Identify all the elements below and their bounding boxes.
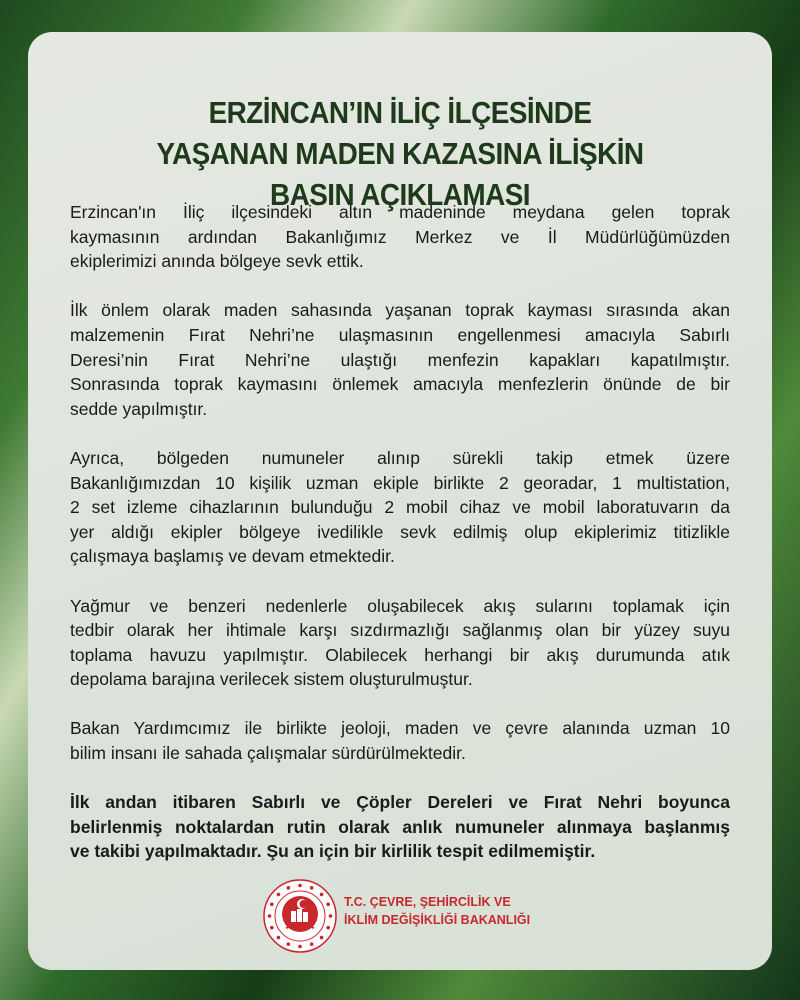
star-icon (326, 903, 330, 907)
title-line: BASIN AÇIKLAMASI (269, 177, 531, 212)
star-icon (310, 886, 314, 890)
paragraph (70, 446, 730, 569)
star-icon (287, 886, 291, 890)
paragraph-line: Bakanlığımızdan 10 kişilik uzman ekiple birlikte 2 georadar, 1 multistation, (70, 472, 730, 493)
star-icon (270, 926, 274, 930)
paragraph-line: Bakan Yardımcımız ile birlikte jeoloji, maden ve çevre alanında uzman 10 (70, 718, 730, 739)
ministry-name (344, 893, 530, 929)
paragraph-line: İlk önlem olarak maden sahasında yaşanan toprak kayması sırasında akan (70, 300, 730, 321)
paragraph-line: yer aldığı ekipler bölgeye ivedilikle sevk edilmiş olup ekiplerimiz titizlikle (70, 521, 730, 542)
paragraph-line: ekiplerimizi anında bölgeye sevk ettik. (70, 251, 364, 272)
star-icon (298, 945, 302, 949)
title-line: ERZİNCAN’IN İLİÇ İLÇESİNDE (208, 95, 592, 130)
paragraph-line: çalışmaya başlamış ve devam etmektedir. (70, 546, 395, 567)
ministry-name-line: İKLİM DEĞİŞİKLİĞİ BAKANLIĞI (344, 913, 531, 927)
paragraph-line: tedbir olarak her ihtimale karşı sızdırmazlığı sağlanmış olan bir yüzey suyu (70, 620, 730, 641)
paragraph-line: Sonrasında toprak kaymasını önlemek amacıyla menfezlerin önünde de bir (70, 374, 730, 395)
paragraph-line: İlk andan itibaren Sabırlı ve Çöpler Dereleri ve Fırat Nehri boyunca (70, 792, 730, 813)
paragraph (70, 200, 730, 274)
star-icon (320, 893, 324, 897)
ministry-logo-icon (262, 878, 338, 954)
star-icon (310, 942, 314, 946)
paragraph (70, 594, 730, 692)
page-title (28, 92, 772, 215)
title-line: YAŞANAN MADEN KAZASINA İLİŞKİN (156, 136, 644, 171)
star-icon (287, 942, 291, 946)
paragraph-line: Erzincan'ın İliç ilçesindeki altın madeninde meydana gelen toprak (70, 202, 730, 222)
star-icon (326, 926, 330, 930)
paragraph-line: malzemenin Fırat Nehri’ne ulaşmasının engellenmesi amacıyla Sabırlı (70, 324, 730, 345)
star-icon (320, 936, 324, 940)
star-icon (277, 936, 281, 940)
paragraph-line: Ayrıca, bölgeden numuneler alınıp sürekli takip etmek üzere (70, 447, 730, 468)
paragraph-line: ve takibi yapılmaktadır. Şu an için bir kirlilik tespit edilmemiştir. (70, 841, 596, 862)
paragraph-line: belirlenmiş noktalardan rutin olarak anlık numuneler alınmaya başlanmış (70, 816, 730, 837)
star-icon (329, 914, 333, 918)
star-icon (277, 893, 281, 897)
paragraph (70, 790, 730, 864)
paragraph-line: Deresi’nin Fırat Nehri’ne ulaştığı menfezin kapakları kapatılmıştır. (70, 349, 730, 370)
paragraph (70, 298, 730, 421)
star-icon (268, 914, 272, 918)
star-icon (270, 903, 274, 907)
paragraph-line: depolama barajına verilecek sistem oluşturulmuştur. (70, 669, 473, 690)
ministry-name-line: T.C. ÇEVRE, ŞEHİRCİLİK VE (344, 895, 511, 909)
paragraph-line: bilim insanı ile sahada çalışmalar sürdürülmektedir. (70, 743, 466, 764)
paragraph-line: kaymasının ardından Bakanlığımız Merkez ve İl Müdürlüğümüzden (70, 226, 730, 247)
paragraph-line: 2 set izleme cihazlarının bulunduğu 2 mobil cihaz ve mobil laboratuvarın da (70, 497, 730, 518)
star-icon (298, 884, 302, 888)
paragraph-line: Yağmur ve benzeri nedenlerle oluşabilecek akış sularını toplamak için (70, 595, 730, 616)
paragraph-line: sedde yapılmıştır. (70, 398, 208, 419)
press-release-body (70, 200, 730, 889)
paragraph (70, 716, 730, 765)
paragraph-line: toplama havuzu yapılmıştır. Olabilecek herhangi bir akış durumunda atık (70, 644, 730, 665)
